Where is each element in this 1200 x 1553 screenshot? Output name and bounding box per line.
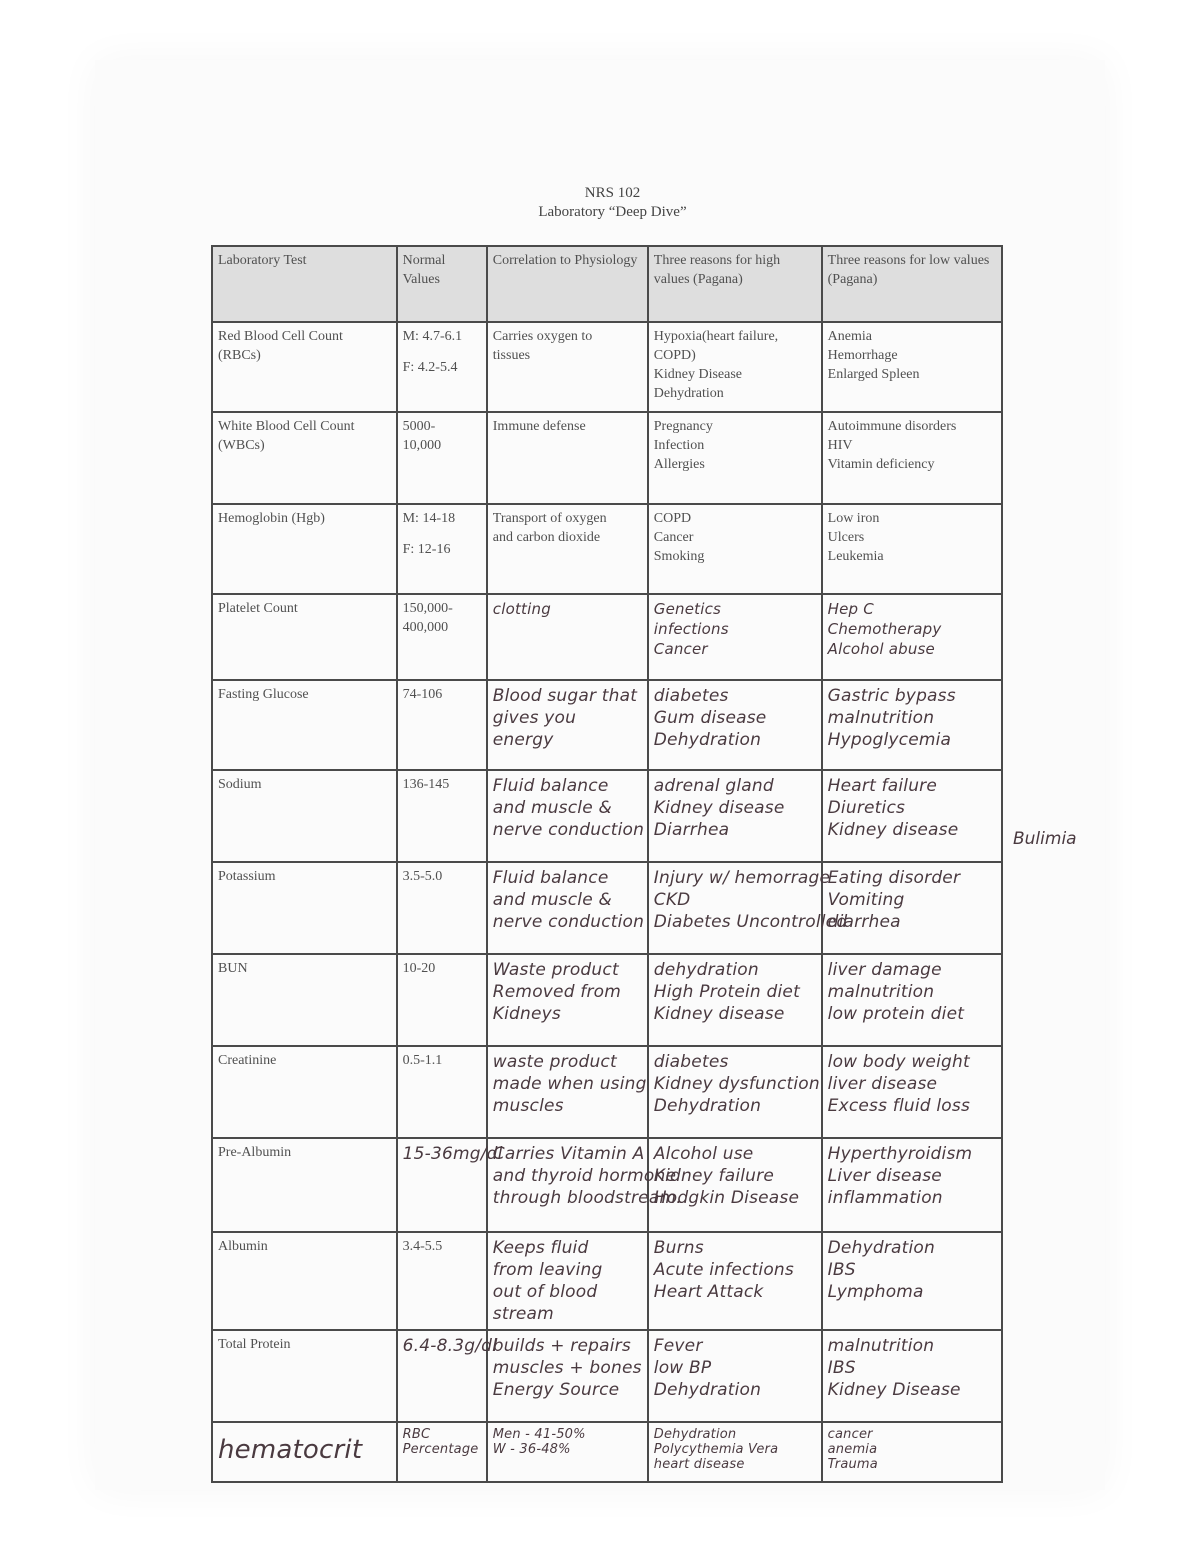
cell-line: Total Protein: [218, 1337, 291, 1352]
table-cell-low: [822, 322, 1002, 412]
cell-line: White Blood Cell Count: [218, 419, 355, 434]
table-row: [212, 770, 1002, 862]
table-cell-normal: [397, 322, 487, 412]
table-cell-test: [212, 1232, 397, 1330]
cell-line: builds + repairs: [492, 1336, 631, 1356]
cell-line: Transport of oxygen: [492, 511, 607, 526]
cell-line: Hep C: [827, 600, 874, 618]
cell-line: Red Blood Cell Count: [218, 329, 343, 344]
table-cell-test: [212, 322, 397, 412]
table-cell-high: [648, 954, 822, 1046]
cell-line: Infection: [653, 438, 705, 453]
document-subtitle: Laboratory “Deep Dive”: [538, 204, 687, 220]
table-cell-test: [212, 1422, 397, 1482]
table-cell-low: [822, 1232, 1002, 1330]
cell-line: Enlarged Spleen: [827, 367, 920, 382]
cell-line: diabetes: [653, 1052, 729, 1072]
cell-line: liver disease: [827, 1074, 938, 1094]
cell-line: (WBCs): [218, 438, 265, 453]
cell-line: Polycythemia Vera: [653, 1442, 779, 1457]
cell-line: Hypoxia(heart failure,: [653, 329, 779, 344]
table-cell-normal: [397, 594, 487, 680]
cell-line: heart disease: [653, 1457, 745, 1472]
cell-line: Men - 41-50%: [492, 1427, 586, 1442]
table-cell-high: [648, 1232, 822, 1330]
cell-line: Diarrhea: [653, 820, 730, 840]
cell-line: Fever: [653, 1336, 703, 1356]
cell-line: stream: [492, 1304, 554, 1324]
cell-line: Acute infections: [653, 1260, 794, 1280]
cell-line: Eating disorder: [827, 868, 961, 888]
cell-line: Fluid balance: [492, 776, 609, 796]
cell-line: High Protein diet: [653, 982, 800, 1002]
table-cell-normal: [397, 1232, 487, 1330]
cell-line: CKD: [653, 890, 691, 910]
cell-line: anemia: [827, 1442, 878, 1457]
cell-line: Pregnancy: [653, 419, 713, 434]
cell-line: Diabetes Uncontrolled: [653, 912, 848, 932]
cell-line: 10,000: [402, 438, 442, 453]
cell-line: Low iron: [827, 511, 880, 526]
cell-line: Cancer: [653, 530, 694, 545]
cell-line: infections: [653, 620, 729, 638]
cell-line: Platelet Count: [218, 601, 298, 616]
cell-line: Hemoglobin (Hgb): [218, 511, 325, 526]
cell-line: Dehydration: [653, 730, 762, 750]
cell-line: Blood sugar that: [492, 686, 638, 706]
cell-line: malnutrition: [827, 982, 935, 1002]
cell-line: 15-36mg/dl: [402, 1144, 503, 1164]
cell-line: made when using: [492, 1074, 647, 1094]
table-cell-test: [212, 1330, 397, 1422]
cell-line: Anemia: [827, 329, 872, 344]
cell-line: Dehydration: [653, 1096, 762, 1116]
cell-line: and thyroid hormone: [492, 1166, 677, 1186]
table-cell-normal: [397, 954, 487, 1046]
cell-line: Dehydration: [653, 1427, 737, 1442]
table-cell-normal: [397, 862, 487, 954]
table-cell-high: [648, 504, 822, 594]
table-cell-low: [822, 770, 1002, 862]
cell-line: Chemotherapy: [827, 620, 942, 638]
cell-line: adrenal gland: [653, 776, 774, 796]
header-cell: Correlation to Physiology: [487, 246, 648, 322]
cell-line: Albumin: [218, 1239, 268, 1254]
table-row: [212, 504, 1002, 594]
table-cell-high: [648, 770, 822, 862]
table-row: [212, 1046, 1002, 1138]
cell-line: Kidney disease: [653, 1004, 785, 1024]
cell-line: Trauma: [827, 1457, 878, 1472]
table-cell-physiology: [487, 504, 648, 594]
table-cell-low: [822, 1422, 1002, 1482]
cell-line: Fasting Glucose: [218, 687, 309, 702]
cell-line: from leaving: [492, 1260, 603, 1280]
table-cell-normal: [397, 504, 487, 594]
cell-line: Kidney failure: [653, 1166, 774, 1186]
cell-line: 150,000-: [402, 601, 453, 616]
table-cell-test: [212, 504, 397, 594]
cell-line: F: 4.2-5.4: [402, 360, 458, 375]
cell-line: Kidney disease: [827, 820, 959, 840]
document-header: [0, 184, 1200, 222]
cell-line: Leukemia: [827, 549, 884, 564]
cell-line: Smoking: [653, 549, 705, 564]
table-row: [212, 1422, 1002, 1482]
cell-line: Cancer: [653, 640, 708, 658]
table-cell-physiology: [487, 680, 648, 770]
cell-line: F: 12-16: [402, 542, 451, 557]
cell-line: muscles + bones: [492, 1358, 642, 1378]
table-cell-low: [822, 680, 1002, 770]
table-cell-physiology: [487, 1232, 648, 1330]
cell-line: Kidney Disease: [827, 1380, 961, 1400]
table-cell-physiology: [487, 862, 648, 954]
cell-line: Removed from: [492, 982, 622, 1002]
cell-line: gives you: [492, 708, 577, 728]
cell-line: cancer: [827, 1427, 873, 1442]
cell-line: Waste product: [492, 960, 619, 980]
cell-line: out of blood: [492, 1282, 598, 1302]
cell-line: 3.5-5.0: [402, 869, 443, 884]
cell-line: energy: [492, 730, 554, 750]
table-cell-low: [822, 1046, 1002, 1138]
table-cell-normal: [397, 1422, 487, 1482]
margin-overflow-note: Bulimia: [1013, 829, 1077, 849]
cell-line: low protein diet: [827, 1004, 965, 1024]
table-cell-physiology: [487, 1422, 648, 1482]
cell-line: 400,000: [402, 620, 449, 635]
cell-line: Kidneys: [492, 1004, 561, 1024]
table-cell-test: [212, 1138, 397, 1232]
cell-line: 74-106: [402, 687, 443, 702]
cell-line: and carbon dioxide: [492, 530, 601, 545]
cell-line: Excess fluid loss: [827, 1096, 971, 1116]
table-cell-physiology: [487, 322, 648, 412]
course-title: NRS 102: [584, 185, 641, 201]
table-cell-test: [212, 412, 397, 504]
cell-line: Gum disease: [653, 708, 767, 728]
table-row: [212, 680, 1002, 770]
table-cell-physiology: [487, 1330, 648, 1422]
cell-line: dehydration: [653, 960, 759, 980]
table-row: [212, 1330, 1002, 1422]
cell-line: muscles: [492, 1096, 564, 1116]
table-row: [212, 412, 1002, 504]
cell-line: 6.4-8.3g/dl: [402, 1336, 498, 1356]
table-cell-high: [648, 862, 848, 954]
cell-line: Kidney dysfunction: [653, 1074, 820, 1094]
cell-line: tissues: [492, 348, 531, 363]
cell-line: Autoimmune disorders: [827, 419, 957, 434]
cell-line: clotting: [492, 600, 551, 618]
table-cell-low: [822, 862, 1002, 954]
cell-line: Fluid balance: [492, 868, 609, 888]
cell-line: Keeps fluid: [492, 1238, 589, 1258]
table-row: [212, 1138, 1002, 1232]
cell-line: 5000-: [402, 419, 436, 434]
header-cell: Three reasons for high values (Pagana): [648, 246, 822, 322]
cell-line: Pre-Albumin: [218, 1145, 292, 1160]
cell-line: Diuretics: [827, 798, 906, 818]
cell-line: Potassium: [218, 869, 276, 884]
cell-line: low body weight: [827, 1052, 970, 1072]
table-cell-normal: [397, 1138, 503, 1232]
table-cell-physiology: [487, 1138, 682, 1232]
table-cell-low: [822, 954, 1002, 1046]
table-cell-high: [648, 1046, 822, 1138]
table-cell-physiology: [487, 770, 648, 862]
cell-line: RBC: [402, 1427, 431, 1442]
table-cell-high: [648, 1330, 822, 1422]
cell-line: Creatinine: [218, 1053, 277, 1068]
table-cell-test: [212, 862, 397, 954]
cell-line: Kidney disease: [653, 798, 785, 818]
table-cell-test: [212, 680, 397, 770]
cell-line: M: 4.7-6.1: [402, 329, 463, 344]
header-cell: Three reasons for low values (Pagana): [822, 246, 1002, 322]
cell-line: Genetics: [653, 600, 722, 618]
table-cell-low: [822, 1138, 1002, 1232]
cell-line: COPD): [653, 348, 696, 363]
table-row: [212, 594, 1002, 680]
cell-line: Kidney Disease: [653, 367, 743, 382]
cell-line: Carries Vitamin A: [492, 1144, 645, 1164]
cell-line: Heart failure: [827, 776, 938, 796]
table-cell-normal: [397, 680, 487, 770]
cell-line: BUN: [218, 961, 248, 976]
table-cell-test: [212, 770, 397, 862]
table-cell-high: [648, 1138, 822, 1232]
header-cell: Normal Values: [397, 246, 487, 322]
cell-line: Immune defense: [492, 419, 586, 434]
table-header-row: [212, 246, 1002, 322]
cell-line: Alcohol abuse: [827, 640, 935, 658]
cell-line: Vomiting: [827, 890, 905, 910]
cell-line: nerve conduction: [492, 820, 645, 840]
cell-line: IBS: [827, 1260, 856, 1280]
table-cell-physiology: [487, 594, 648, 680]
table-cell-physiology: [487, 412, 648, 504]
cell-line: Ulcers: [827, 530, 865, 545]
cell-line: Percentage: [402, 1442, 479, 1457]
cell-line: liver damage: [827, 960, 942, 980]
table-cell-normal: [397, 770, 487, 862]
table-cell-high: [648, 680, 822, 770]
cell-line: and muscle &: [492, 890, 612, 910]
table-cell-low: [822, 1330, 1002, 1422]
cell-line: waste product: [492, 1052, 617, 1072]
spacer: [403, 346, 481, 358]
table-cell-normal: [397, 412, 487, 504]
table-cell-test: [212, 954, 397, 1046]
cell-line: (RBCs): [218, 348, 261, 363]
cell-line: IBS: [827, 1358, 856, 1378]
table-cell-physiology: [487, 1046, 648, 1138]
table-cell-test: [212, 594, 397, 680]
cell-line: Hypoglycemia: [827, 730, 952, 750]
table-cell-high: [648, 1422, 822, 1482]
table-row: [212, 322, 1002, 412]
cell-line: nerve conduction: [492, 912, 645, 932]
cell-line: Alcohol use: [653, 1144, 754, 1164]
table-cell-high: [648, 594, 822, 680]
cell-line: through bloodstream.: [492, 1188, 682, 1208]
table-cell-normal: [397, 1330, 498, 1422]
cell-line: Sodium: [218, 777, 262, 792]
cell-line: Allergies: [653, 457, 705, 472]
cell-line: 136-145: [402, 777, 450, 792]
cell-line: Energy Source: [492, 1380, 620, 1400]
cell-line: diabetes: [653, 686, 729, 706]
cell-line: Hemorrhage: [827, 348, 898, 363]
cell-line: malnutrition: [827, 1336, 935, 1356]
cell-line: M: 14-18: [402, 511, 456, 526]
cell-line: Dehydration: [827, 1238, 935, 1258]
cell-line: Carries oxygen to: [492, 329, 593, 344]
cell-line: Dehydration: [653, 1380, 762, 1400]
cell-line: low BP: [653, 1358, 712, 1378]
table-cell-low: [822, 594, 1002, 680]
cell-line: Injury w/ hemorrage: [653, 868, 831, 888]
cell-line: W - 36-48%: [492, 1442, 571, 1457]
cell-line: inflammation: [827, 1188, 943, 1208]
header-cell: Laboratory Test: [212, 246, 397, 322]
lab-table: [211, 245, 1003, 1483]
cell-line: malnutrition: [827, 708, 935, 728]
cell-line: Dehydration: [653, 386, 724, 401]
cell-line: COPD: [653, 511, 692, 526]
cell-line: Gastric bypass: [827, 686, 956, 706]
spacer: [403, 528, 481, 540]
table-row: [212, 1232, 1002, 1330]
cell-line: Hodgkin Disease: [653, 1188, 800, 1208]
cell-line: 10-20: [402, 961, 436, 976]
cell-line: Liver disease: [827, 1166, 942, 1186]
cell-line: 3.4-5.5: [402, 1239, 443, 1254]
table-row: [212, 954, 1002, 1046]
cell-line: Hyperthyroidism: [827, 1144, 973, 1164]
table-cell-low: [822, 412, 1002, 504]
cell-line: Lymphoma: [827, 1282, 924, 1302]
cell-line: hematocrit: [218, 1435, 363, 1465]
table-cell-high: [648, 322, 822, 412]
table-cell-physiology: [487, 954, 648, 1046]
table-cell-low: [822, 504, 1002, 594]
cell-line: diarrhea: [827, 912, 901, 932]
cell-line: and muscle &: [492, 798, 612, 818]
table-row: [212, 862, 1002, 954]
cell-line: Burns: [653, 1238, 704, 1258]
table-cell-test: [212, 1046, 397, 1138]
cell-line: Vitamin deficiency: [827, 457, 935, 472]
cell-line: Heart Attack: [653, 1282, 764, 1302]
table-cell-high: [648, 412, 822, 504]
cell-line: 0.5-1.1: [402, 1053, 443, 1068]
table-cell-normal: [397, 1046, 487, 1138]
cell-line: HIV: [827, 438, 853, 453]
